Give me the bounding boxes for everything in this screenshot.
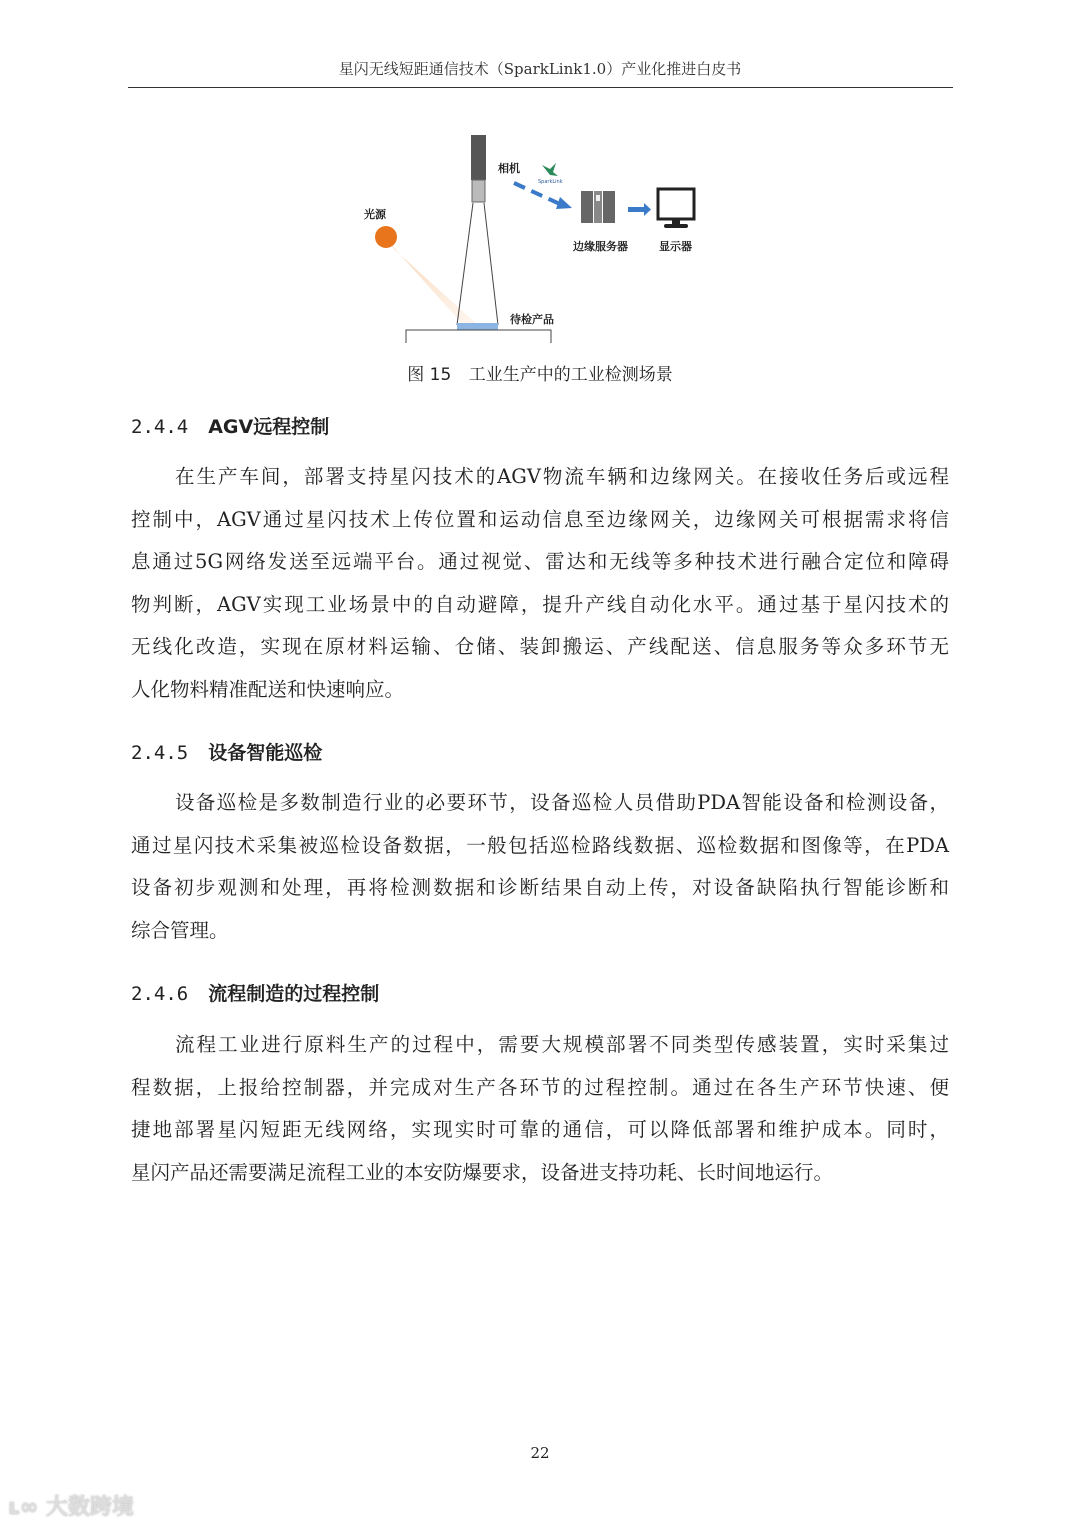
- light-source-label: 光源: [364, 208, 386, 221]
- watermark-logo: ʟ∞ 大数跨境: [8, 1495, 134, 1520]
- paragraph-line: 通过星闪技术采集被巡检设备数据，一般包括巡检路线数据、巡检数据和图像等，在PDA: [131, 833, 949, 857]
- arrow-icon: [556, 197, 572, 209]
- light-source-icon: [375, 226, 397, 248]
- paragraph-line: 控制中，AGV通过星闪技术上传位置和运动信息至边缘网关，边缘网关可根据需求将信: [131, 507, 949, 531]
- paragraph-line: 人化物料精准配送和快速响应。: [131, 677, 405, 701]
- section-number: 2.4.5: [131, 742, 189, 764]
- paragraph-line: 无线化改造，实现在原材料运输、仓储、装卸搬运、产线配送、信息服务等众多环节无: [131, 635, 949, 658]
- paragraph-line: 物判断，AGV实现工业场景中的自动避障，提升产线自动化水平。通过基于星闪技术的: [131, 592, 949, 616]
- header-divider: [128, 87, 953, 88]
- product-label: 待检产品: [510, 313, 554, 326]
- figure-caption: [0, 360, 1080, 385]
- section-heading: [131, 738, 322, 765]
- section-heading: [131, 412, 329, 439]
- paragraph-line: 在生产车间，部署支持星闪技术的AGV物流车辆和边缘网关。在接收任务后或远程: [175, 465, 949, 488]
- body-paragraph: [131, 456, 949, 711]
- edge-server-icon: [581, 191, 615, 223]
- section-title: 设备智能巡检: [208, 742, 323, 764]
- svg-text:SparkLink: SparkLink: [538, 179, 563, 185]
- section-heading: [131, 979, 379, 1006]
- section-number: 2.4.4: [131, 416, 189, 438]
- paragraph-line: 程数据，上报给控制器，并完成对生产各环节的过程控制。通过在各生产环节快速、便: [131, 1075, 949, 1099]
- section-number: 2.4.6: [131, 983, 189, 1005]
- paragraph-line: 捷地部署星闪短距无线网络，实现实时可靠的通信，可以降低部署和维护成本。同时，: [131, 1118, 949, 1141]
- inspection-diagram: [350, 125, 710, 355]
- caption-number: 图 15: [407, 365, 452, 385]
- arrow-icon: [644, 203, 651, 216]
- paragraph-line: 流程工业进行原料生产的过程中，需要大规模部署不同类型传感装置，实时采集过: [175, 1033, 949, 1056]
- product-icon: [457, 323, 498, 330]
- caption-text: 工业生产中的工业检测场景: [468, 365, 673, 385]
- edge-server-label: 边缘服务器: [573, 240, 628, 253]
- camera-label: 相机: [498, 162, 520, 175]
- section-title: 流程制造的过程控制: [208, 983, 380, 1005]
- paragraph-line: 星闪产品还需要满足流程工业的本安防爆要求，设备进支持功耗、长时间地运行。: [131, 1160, 834, 1184]
- running-header: 星闪无线短距通信技术（SparkLink1.0）产业化推进白皮书: [338, 60, 742, 78]
- paragraph-line: 息通过5G网络发送至远端平台。通过视觉、雷达和无线等多种技术进行融合定位和障碍: [131, 550, 949, 573]
- sparklink-logo-icon: [538, 163, 563, 185]
- section-title: AGV远程控制: [208, 416, 330, 438]
- page-number: 22: [530, 1444, 550, 1462]
- display-label: 显示器: [659, 240, 692, 253]
- paragraph-line: 设备初步观测和处理，再将检测数据和诊断结果自动上传，对设备缺陷执行智能诊断和: [131, 876, 949, 899]
- body-paragraph: [131, 782, 949, 952]
- paragraph-line: 综合管理。: [131, 918, 229, 942]
- platform: [406, 330, 551, 343]
- camera-icon: [471, 135, 486, 180]
- monitor-icon: [658, 189, 694, 228]
- paragraph-line: 设备巡检是多数制造行业的必要环节，设备巡检人员借助PDA智能设备和检测设备，: [175, 791, 949, 814]
- body-paragraph: [131, 1024, 949, 1194]
